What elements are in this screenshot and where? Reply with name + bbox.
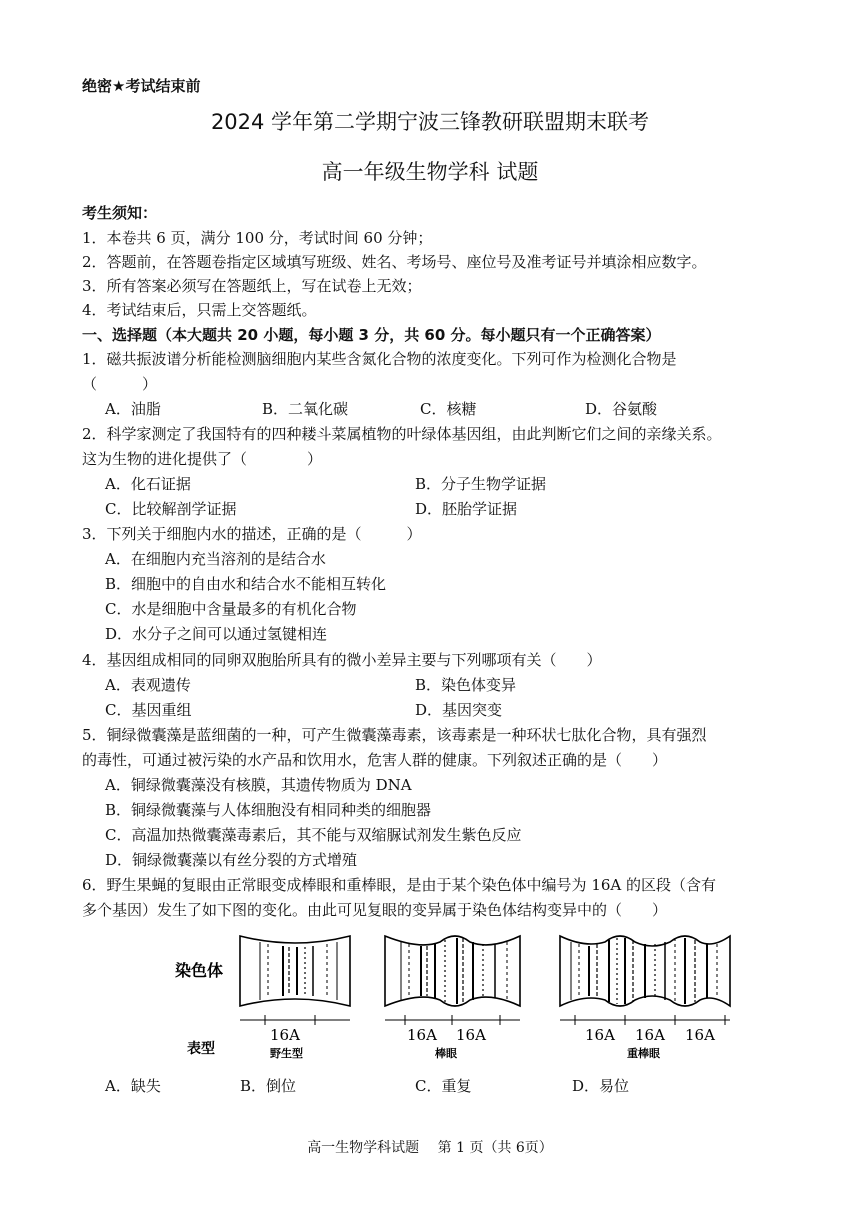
exam-title: 2024 学年第二学期宁波三锋教研联盟期末联考 [210, 110, 650, 134]
question-6-option-d: D．易位 [572, 1077, 630, 1095]
section-heading: 一、选择题（本大题共 20 小题，每小题 3 分，共 60 分。每小题只有一个正确答案） [82, 326, 661, 344]
figure-label-chromosome: 染色体 [175, 961, 224, 980]
question-6-option-b: B．倒位 [240, 1077, 297, 1095]
question-5-option-a: A．铜绿微囊藻没有核膜，其遗传物质为 DNA [105, 776, 412, 794]
question-1-option-a: A．油脂 [105, 400, 161, 418]
question-1-option-b: B．二氧化碳 [262, 400, 349, 418]
question-1-stem-cont: （ ） [82, 375, 158, 393]
notice-item: 1．本卷共 6 页，满分 100 分，考试时间 60 分钟； [82, 229, 433, 247]
exam-subtitle: 高一年级生物学科 试题 [321, 160, 539, 184]
question-5-option-d: D．铜绿微囊藻以有丝分裂的方式增殖 [105, 851, 358, 869]
question-1-stem: 1．磁共振波谱分析能检测脑细胞内某些含氮化合物的浓度变化。下列可作为检测化合物是 [82, 350, 677, 368]
question-6-stem: 6．野生果蝇的复眼由正常眼变成棒眼和重棒眼，是由于某个染色体中编号为 16A 的区段（含有 [82, 876, 717, 894]
question-5-stem: 5．铜绿微囊藻是蓝细菌的一种，可产生微囊藻毒素，该毒素是一种环状七肽化合物，具有强烈 [82, 726, 707, 744]
page-footer: 高一生物学科试题 第 1 页（共 6页） [307, 1140, 553, 1156]
segment-label: 16A [685, 1026, 715, 1044]
notice-item: 2．答题前，在答题卷指定区域填写班级、姓名、考场号、座位号及准考证号并填涂相应数字。 [82, 253, 707, 271]
question-3-option-d: D．水分子之间可以通过氢键相连 [105, 625, 328, 643]
segment-label: 16A [585, 1026, 615, 1044]
phenotype-double-bar-eye: 重棒眼 [627, 1047, 660, 1060]
segment-label: 16A [635, 1026, 665, 1044]
question-2-option-c: C．比较解剖学证据 [105, 500, 237, 518]
question-3-stem: 3．下列关于细胞内水的描述，正确的是（ ） [82, 525, 422, 543]
segment-label: 16A [407, 1026, 437, 1044]
question-2-stem: 2．科学家测定了我国特有的四种耧斗菜属植物的叶绿体基因组，由此判断它们之间的亲缘关系。 [82, 425, 722, 443]
question-1-option-c: C．核糖 [420, 400, 477, 418]
chromosome-double-bar-eye [560, 936, 730, 1060]
figure-label-phenotype: 表型 [187, 1041, 215, 1057]
question-4-option-a: A．表观遗传 [105, 676, 191, 694]
segment-label: 16A [270, 1026, 300, 1044]
notice-heading: 考生须知： [82, 204, 158, 222]
chromosome-figure [165, 926, 735, 1066]
question-4-option-d: D．基因突变 [415, 701, 503, 719]
chromosome-wild-type [240, 936, 350, 1060]
question-3-option-b: B．细胞中的自由水和结合水不能相互转化 [105, 575, 387, 593]
question-4-option-b: B．染色体变异 [415, 676, 517, 694]
question-3-option-c: C．水是细胞中含量最多的有机化合物 [105, 600, 357, 618]
question-5-option-b: B．铜绿微囊藻与人体细胞没有相同种类的细胞器 [105, 801, 432, 819]
question-2-option-d: D．胚胎学证据 [415, 500, 518, 518]
question-5-option-c: C．高温加热微囊藻毒素后，其不能与双缩脲试剂发生紫色反应 [105, 826, 522, 844]
question-1-option-d: D．谷氨酸 [585, 400, 658, 418]
question-6-stem-cont: 多个基因）发生了如下图的变化。由此可见复眼的变异属于染色体结构变异中的（ ） [82, 901, 668, 919]
question-3-option-a: A．在细胞内充当溶剂的是结合水 [105, 550, 326, 568]
confidential-label: 绝密★考试结束前 [82, 77, 201, 95]
notice-item: 4．考试结束后，只需上交答题纸。 [82, 301, 317, 319]
question-6-option-c: C．重复 [415, 1077, 472, 1095]
question-2-option-b: B．分子生物学证据 [415, 475, 547, 493]
question-4-option-c: C．基因重组 [105, 701, 192, 719]
question-5-stem-cont: 的毒性，可通过被污染的水产品和饮用水，危害人群的健康。下列叙述正确的是（ ） [82, 751, 668, 769]
question-6-option-a: A．缺失 [105, 1077, 161, 1095]
chromosome-bar-eye [385, 936, 520, 1060]
question-2-stem-cont: 这为生物的进化提供了（ ） [82, 450, 323, 468]
segment-label: 16A [456, 1026, 486, 1044]
phenotype-bar-eye: 棒眼 [435, 1047, 457, 1060]
question-4-stem: 4．基因组成相同的同卵双胞胎所具有的微小差异主要与下列哪项有关（ ） [82, 651, 602, 669]
notice-item: 3．所有答案必须写在答题纸上，写在试卷上无效； [82, 277, 422, 295]
question-2-option-a: A．化石证据 [105, 475, 191, 493]
phenotype-wild-type: 野生型 [270, 1047, 303, 1060]
